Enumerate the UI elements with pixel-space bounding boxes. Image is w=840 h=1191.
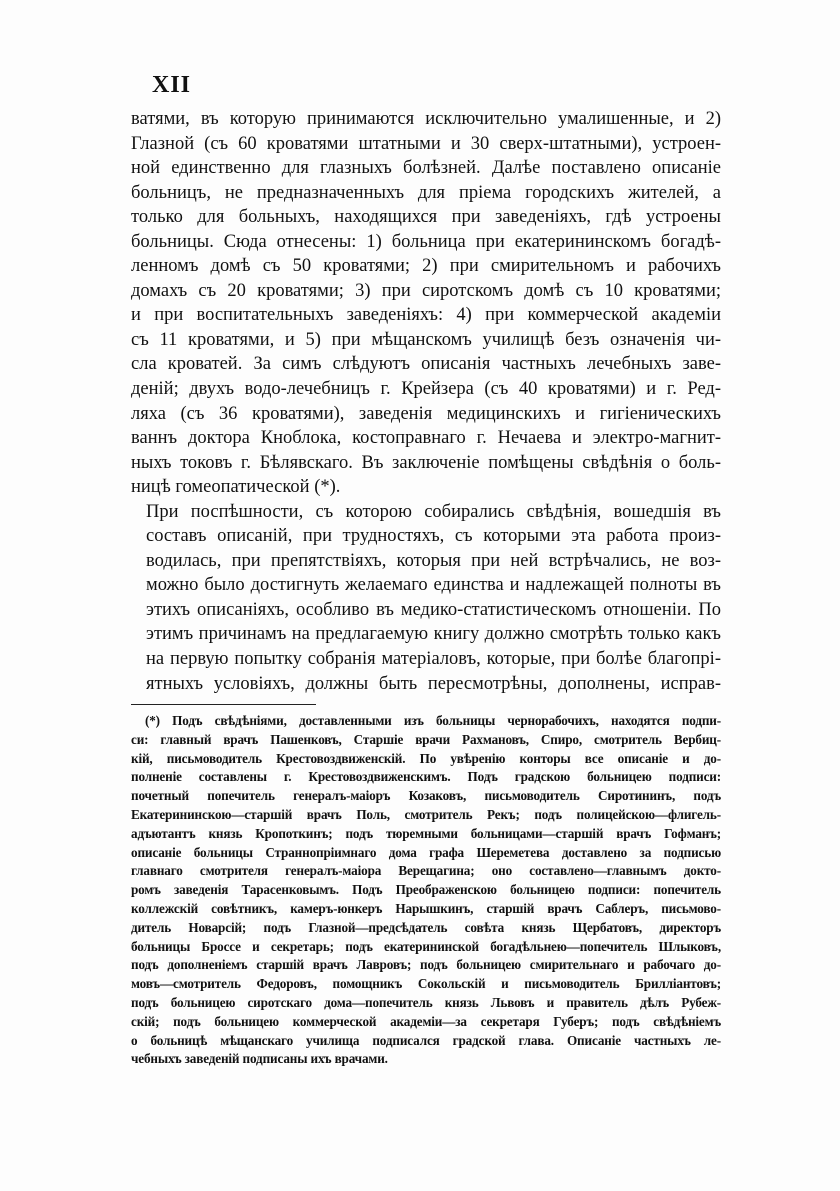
- footnote-separator: [131, 704, 316, 705]
- footnote-line: мовъ—смотритель Федоровъ, помощникъ Сокольскій и письмоводитель Брилліантовъ;: [131, 976, 721, 992]
- footnote-line: больницы Броссе и секретарь; подъ екатерининской богадѣльнею—попечитель Шлыковъ,: [131, 938, 721, 954]
- footnote-line: главнаго смотрителя генералъ-маіора Верещагина; оно составлено—главнымъ докто-: [131, 863, 721, 879]
- text-line: на первую попытку собранія матеріаловъ, которые, при болѣе благопрі-: [146, 649, 721, 670]
- footnote-line: кій, письмоводитель Крестовоздвиженскій. По увѣренію конторы все описаніе и до-: [131, 750, 721, 766]
- footnote-line: о больницѣ мѣщанскаго училища подписался градской глава. Описаніе частныхъ ле-: [131, 1032, 721, 1048]
- text-line: деній; двухъ водо-лечебницъ г. Крейзера (съ 40 кроватями) и г. Ред-: [131, 379, 721, 400]
- text-line: и при воспитательныхъ заведеніяхъ: 4) при коммерческой академіи: [131, 305, 721, 326]
- footnote-line: скій; подъ больницею коммерческой академіи—за секретаря Губеръ; подъ свѣдѣніемъ: [131, 1013, 721, 1029]
- text-line: домахъ съ 20 кроватями; 3) при сиротскомъ домѣ съ 10 кроватями;: [131, 280, 721, 301]
- footnote-line: описаніе больницы Страннопріимнаго дома графа Шереметева доставлено за подписью: [131, 844, 721, 860]
- text-line: ленномъ домѣ съ 50 кроватями; 2) при смирительномъ и рабочихъ: [131, 256, 721, 277]
- text-line: съ 11 кроватями, и 5) при мѣщанскомъ училищѣ безъ означенія чи-: [131, 329, 721, 350]
- footnote-line: подъ дополненіемъ старшій врачъ Лавровъ; подъ больницею смирительнаго и рабочаго до-: [131, 957, 721, 973]
- text-line: этимъ причинамъ на предлагаемую книгу должно смотрѣть только какъ: [146, 624, 721, 645]
- text-line: сла кроватей. За симъ слѣдуютъ описанія частныхъ лечебныхъ заве-: [131, 354, 721, 375]
- footnote-line: си: главный врачъ Пашенковъ, Старшіе врачи Рахмановъ, Спиро, смотритель Вербиц-: [131, 731, 721, 747]
- footnote-line: ромъ заведенія Тарасенковымъ. Подъ Преображенскою больницею подписи: попечитель: [131, 882, 721, 898]
- text-line: ляха (съ 36 кроватями), заведенія медицинскихъ и гигіеническихъ: [131, 403, 721, 424]
- text-line: ваннъ доктора Кноблока, костоправнаго г. Нечаева и электро-магнит-: [131, 428, 721, 449]
- footnote-line: почетный попечитель генералъ-маіоръ Козаковъ, письмоводитель Сиротининъ, подъ: [131, 788, 721, 804]
- text-line: ятныхъ условіяхъ, должны быть пересмотрѣны, дополнены, исправ-: [146, 673, 721, 694]
- text-line: При поспѣшности, съ которою собирались свѣдѣнія, вошедшія въ: [146, 501, 721, 522]
- main-text: [131, 107, 721, 696]
- text-line: больницы. Сюда отнесены: 1) больница при екатерининскомъ богадѣ-: [131, 231, 721, 252]
- text-line: можно было достигнуть желаемаго единства и надлежащей полноты въ: [146, 575, 721, 596]
- footnote-line: адъютантъ князь Кропоткинъ; подъ тюремными больницами—старшій врачъ Гофманъ;: [131, 825, 721, 841]
- footnote-line: полненіе составлены г. Крестовоздвиженскимъ. Подъ градскою больницею подписи:: [131, 769, 721, 785]
- text-line: ныхъ токовъ г. Бѣлявскаго. Въ заключеніе помѣщены свѣдѣнія о боль-: [131, 452, 721, 473]
- text-line: водилась, при препятствіяхъ, которыя при ней встрѣчались, не воз-: [146, 550, 721, 571]
- text-line: составъ описаній, при трудностяхъ, съ которыми эта работа произ-: [146, 526, 721, 547]
- text-line: только для больныхъ, находящихся при заведеніяхъ, гдѣ устроены: [131, 207, 721, 228]
- text-line: ватями, въ которую принимаются исключительно умалишенные, и 2): [131, 109, 721, 129]
- footnote-line: подъ больницею сиротскаго дома—попечитель князь Львовъ и правитель дѣлъ Рубеж-: [131, 994, 721, 1010]
- text-line: Глазной (съ 60 кроватями штатными и 30 сверх-штатными), устроен-: [131, 133, 721, 154]
- text-line: этихъ описаніяхъ, особливо въ медико-статистическомъ отношеніи. По: [146, 599, 721, 620]
- paragraph-1: [131, 107, 721, 500]
- text-line: больницъ, не предназначенныхъ для пріема городскихъ жителей, а: [131, 182, 721, 203]
- footnote-line: коллежскій совѣтникъ, камеръ-юнкеръ Нарышкинъ, старшій врачъ Саблеръ, письмово-: [131, 900, 721, 916]
- paragraph-2: [131, 500, 721, 696]
- page-number: XII: [152, 72, 192, 98]
- footnote-line: Екатерининскою—старшій врачъ Поль, смотритель Рекъ; подъ полицейскою—флигель-: [131, 806, 721, 822]
- footnote: [131, 712, 721, 1069]
- footnote-line: дитель Новарсій; подъ Глазной—предсѣдатель совѣта князь Щербатовъ, директоръ: [131, 919, 721, 935]
- footnote-line: чебныхъ заведеній подписаны ихъ врачами.: [131, 1051, 388, 1067]
- text-line: ной единственно для глазныхъ болѣзней. Далѣе поставлено описаніе: [131, 158, 721, 179]
- text-line: ницѣ гомеопатической (*).: [131, 477, 341, 498]
- footnote-line: (*) Подъ свѣдѣніями, доставленными изъ больницы чернорабочихъ, находятся подпи-: [145, 713, 721, 728]
